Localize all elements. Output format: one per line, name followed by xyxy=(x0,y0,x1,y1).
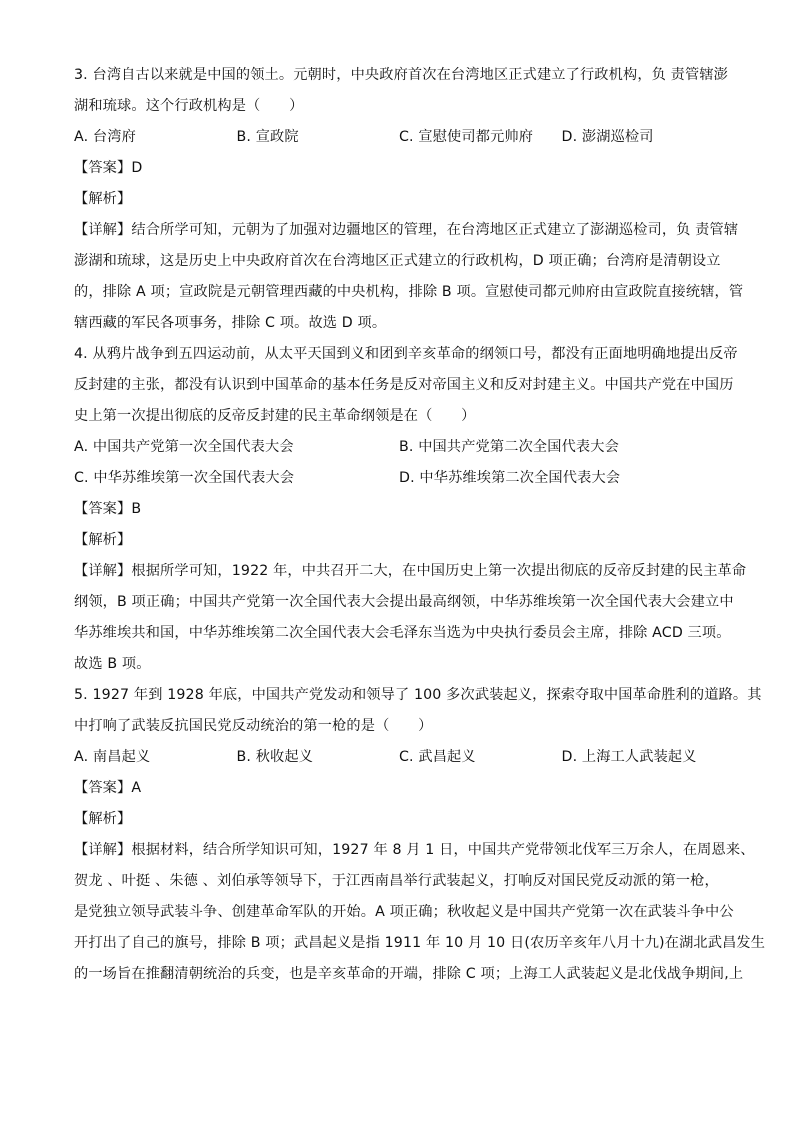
option-c: C. 武昌起义 xyxy=(399,749,476,765)
question-stem-line: 史上第一次提出彻底的反帝反封建的民主革命纲领是在（ ） xyxy=(74,408,476,424)
option-a: A. 中国共产党第一次全国代表大会 xyxy=(74,439,294,455)
detail-line: 的，排除 A 项；宣政院是元朝管理西藏的中央机构，排除 B 项。宣慰使司都元帅府由宣政院直接统辖，管 xyxy=(74,284,744,300)
question-stem-line: 5. 1927 年到 1928 年底，中国共产党发动和领导了 100 多次武装起义，探索夺取中国革命胜利的道路。其 xyxy=(74,687,762,703)
options-row xyxy=(74,463,724,494)
question-4 xyxy=(74,339,747,680)
detail-line: 纲领，B 项正确；中国共产党第一次全国代表大会提出最高纲领，中华苏维埃第一次全国代表大会建立中 xyxy=(74,594,734,610)
option-a: A. 南昌起义 xyxy=(74,749,151,765)
detail-line: 的一场旨在推翻清朝统治的兵变，也是辛亥革命的开端，排除 C 项；上海工人武装起义是北伐战争期间,上 xyxy=(74,966,744,982)
detail-line: 开打出了自己的旗号，排除 B 项；武昌起义是指 1911 年 10 月 10 日(农历辛亥年八月十九)在湖北武昌发生 xyxy=(74,935,766,951)
answer-line: 【答案】B xyxy=(74,501,142,517)
detail-line: 澎湖和琉球，这是历史上中央政府首次在台湾地区正式建立的行政机构，D 项正确；台湾府是清朝设立 xyxy=(74,253,721,269)
options-row xyxy=(74,122,724,153)
detail-line: 【详解】根据所学可知，1922 年，中共召开二大，在中国历史上第一次提出彻底的反帝反封建的民主革命 xyxy=(74,563,747,579)
analysis-label: 【解析】 xyxy=(74,191,132,207)
analysis-label: 【解析】 xyxy=(74,532,132,548)
question-stem-line: 反封建的主张，都没有认识到中国革命的基本任务是反对帝国主义和反对封建主义。中国共产党在中国历 xyxy=(74,377,734,393)
options-row xyxy=(74,432,724,463)
option-b: B. 秋收起义 xyxy=(236,749,314,765)
analysis-label: 【解析】 xyxy=(74,811,132,827)
detail-line: 【详解】根据材料，结合所学知识可知，1927 年 8 月 1 日，中国共产党带领北伐军三万余人，在周恩来、 xyxy=(74,842,755,858)
question-5 xyxy=(74,680,766,990)
question-3 xyxy=(74,60,744,339)
option-b: B. 宣政院 xyxy=(236,129,299,145)
detail-line: 故选 B 项。 xyxy=(74,656,151,672)
options-row xyxy=(74,742,724,773)
option-a: A. 台湾府 xyxy=(74,129,136,145)
detail-line: 是党独立领导武装斗争、创建革命军队的开始。A 项正确；秋收起义是中国共产党第一次在武装斗争中公 xyxy=(74,904,734,920)
question-stem-line: 3. 台湾自古以来就是中国的领土。元朝时，中央政府首次在台湾地区正式建立了行政机构，负 责管辖澎 xyxy=(74,67,729,83)
option-c: C. 中华苏维埃第一次全国代表大会 xyxy=(74,470,295,486)
question-stem-line: 4. 从鸦片战争到五四运动前，从太平天国到义和团到辛亥革命的纲领口号，都没有正面地明确地提出反帝 xyxy=(74,346,738,362)
detail-line: 贺龙 、叶挺 、朱德 、刘伯承等领导下，于江西南昌举行武装起义，打响反对国民党反动派的第一枪， xyxy=(74,873,719,889)
option-d: D. 澎湖巡检司 xyxy=(561,129,654,145)
detail-line: 【详解】结合所学可知，元朝为了加强对边疆地区的管理，在台湾地区正式建立了澎湖巡检司，负 责管辖 xyxy=(74,222,739,238)
option-b: B. 中国共产党第二次全国代表大会 xyxy=(399,439,619,455)
detail-line: 辖西藏的军民各项事务，排除 C 项。故选 D 项。 xyxy=(74,315,387,331)
option-c: C. 宣慰使司都元帅府 xyxy=(399,129,534,145)
detail-line: 华苏维埃共和国，中华苏维埃第二次全国代表大会毛泽东当选为中央执行委员会主席，排除 ACD 三项。 xyxy=(74,625,731,641)
answer-line: 【答案】D xyxy=(74,160,143,176)
question-stem-line: 湖和琉球。这个行政机构是（ ） xyxy=(74,98,304,114)
question-stem-line: 中打响了武装反抗国民党反动统治的第一枪的是（ ） xyxy=(74,718,433,734)
answer-line: 【答案】A xyxy=(74,780,142,796)
option-d: D. 中华苏维埃第二次全国代表大会 xyxy=(399,470,621,486)
document-page xyxy=(74,60,766,990)
option-d: D. 上海工人武装起义 xyxy=(561,749,697,765)
